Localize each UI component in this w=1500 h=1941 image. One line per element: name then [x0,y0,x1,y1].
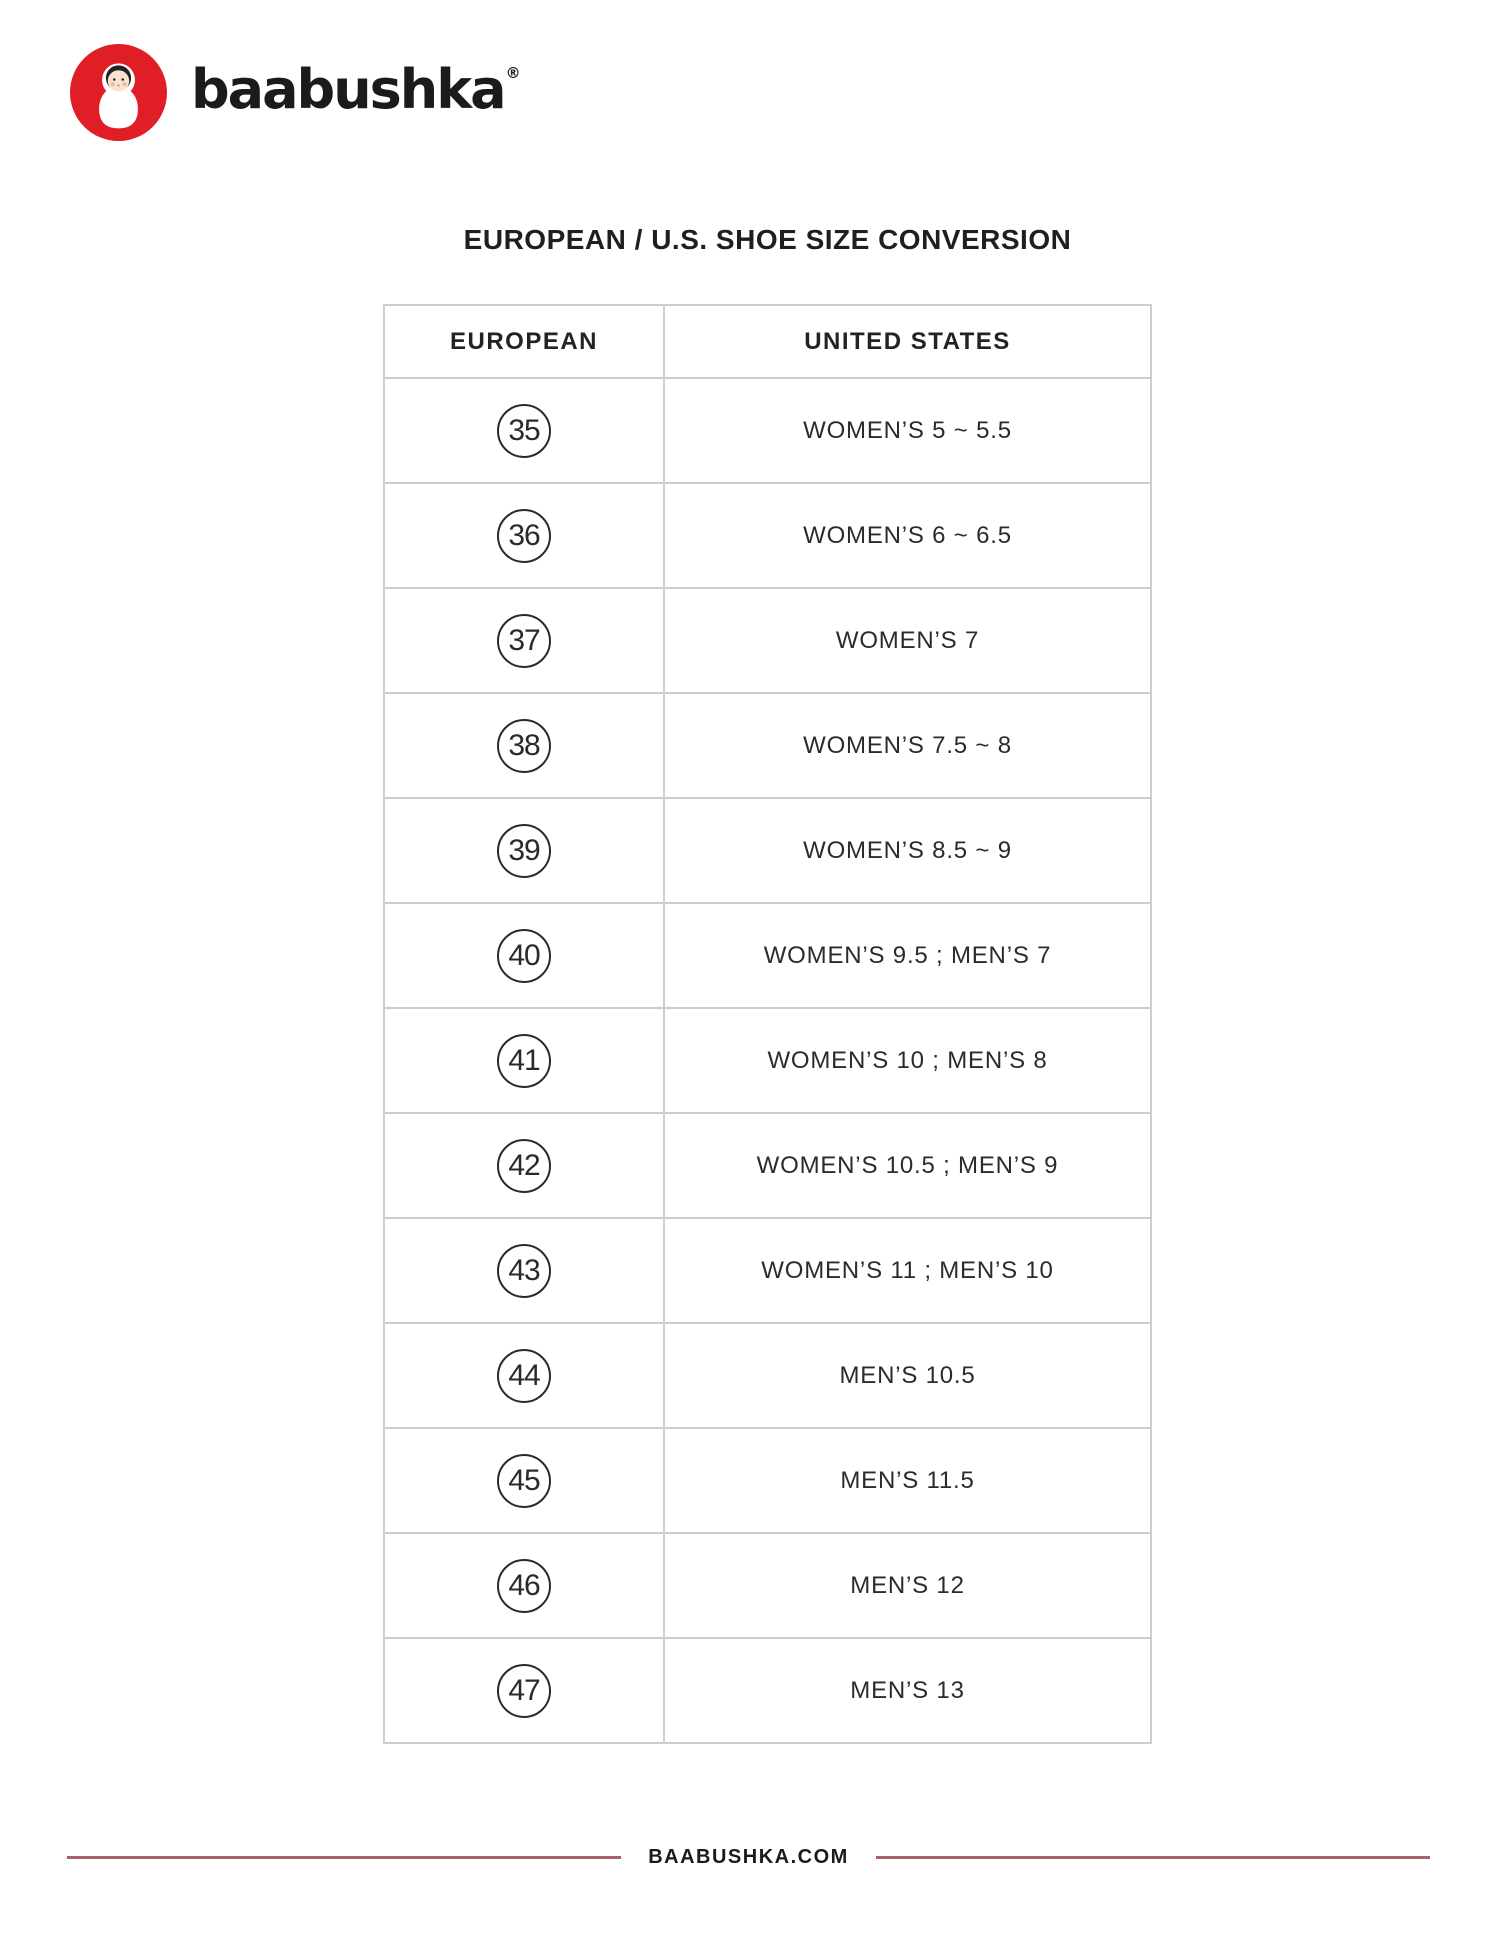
eu-size-badge: 45 [497,1454,551,1508]
footer-divider-left [67,1856,621,1859]
eu-size-badge: 35 [497,404,551,458]
us-size-cell: WOMEN’S 9.5 ; MEN’S 7 [664,903,1151,1008]
eu-size-badge: 40 [497,929,551,983]
eu-size-badge: 47 [497,1664,551,1718]
eu-size-badge: 38 [497,719,551,773]
footer-divider-right [876,1856,1430,1859]
eu-size-cell [384,1008,664,1113]
table-row [384,588,1151,693]
eu-size-cell [384,1323,664,1428]
us-size-cell: WOMEN’S 8.5 ~ 9 [664,798,1151,903]
table-row [384,1218,1151,1323]
brand-logo [70,44,521,141]
eu-size-cell [384,1113,664,1218]
column-header-united-states: UNITED STATES [664,305,1151,378]
eu-size-cell [384,693,664,798]
table-row [384,1323,1151,1428]
eu-size-badge: 36 [497,509,551,563]
eu-size-cell [384,1638,664,1743]
eu-size-cell [384,483,664,588]
page-title: EUROPEAN / U.S. SHOE SIZE CONVERSION [463,224,1072,255]
us-size-cell: WOMEN’S 6 ~ 6.5 [664,483,1151,588]
table-row [384,483,1151,588]
us-size-cell: MEN’S 12 [664,1533,1151,1638]
us-size-cell: MEN’S 13 [664,1638,1151,1743]
eu-size-cell [384,588,664,693]
registered-trademark-symbol: ® [505,63,521,82]
column-header-european: EUROPEAN [384,305,664,378]
us-size-cell: WOMEN’S 10.5 ; MEN’S 9 [664,1113,1151,1218]
eu-size-badge: 37 [497,614,551,668]
us-size-cell: WOMEN’S 11 ; MEN’S 10 [664,1218,1151,1323]
table-row [384,378,1151,483]
table-row [384,1113,1151,1218]
matryoshka-doll-icon [70,44,167,141]
brand-name: baabushka® [191,57,521,121]
footer [67,1846,1430,1869]
eu-size-cell [384,903,664,1008]
table-row [384,1638,1151,1743]
table-row [384,903,1151,1008]
us-size-cell: MEN’S 11.5 [664,1428,1151,1533]
eu-size-cell [384,1218,664,1323]
eu-size-badge: 44 [497,1349,551,1403]
eu-size-cell [384,1533,664,1638]
table-row [384,693,1151,798]
shoe-size-conversion-table [383,304,1152,1744]
table-row [384,1533,1151,1638]
eu-size-badge: 39 [497,824,551,878]
us-size-cell: WOMEN’S 5 ~ 5.5 [664,378,1151,483]
eu-size-badge: 41 [497,1034,551,1088]
us-size-cell: MEN’S 10.5 [664,1323,1151,1428]
us-size-cell: WOMEN’S 7 [664,588,1151,693]
table-header-row [384,305,1151,378]
footer-website: BAABUSHKA.COM [648,1846,849,1868]
table-row [384,1008,1151,1113]
eu-size-cell [384,378,664,483]
us-size-cell: WOMEN’S 7.5 ~ 8 [664,693,1151,798]
eu-size-cell [384,1428,664,1533]
eu-size-badge: 42 [497,1139,551,1193]
us-size-cell: WOMEN’S 10 ; MEN’S 8 [664,1008,1151,1113]
eu-size-cell [384,798,664,903]
table-row [384,798,1151,903]
eu-size-badge: 43 [497,1244,551,1298]
eu-size-badge: 46 [497,1559,551,1613]
table-row [384,1428,1151,1533]
